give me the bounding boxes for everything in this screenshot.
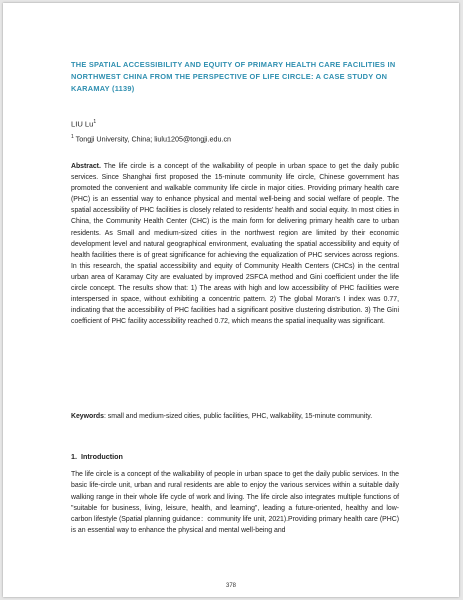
page-number: 378 bbox=[225, 583, 236, 589]
keywords-label: Keywords bbox=[71, 413, 104, 420]
author-affiliation-mark: 1 bbox=[93, 119, 97, 125]
abstract-label: Abstract. bbox=[71, 163, 101, 170]
affiliation-text: Tongji University, China; liulu1205@tongji.edu.cn bbox=[75, 134, 232, 144]
introduction-paragraph: The life circle is a concept of the walkability of people in urban space to get the daily public services. In the basic life-circle unit, urban and rural residents are able to enjoy the various services within a suitable daily walking range in their whole life cycle of work and living. The life circle also integrates multiple functions of "suitable for business, living, leisure, health, and learning", leading a future-oriented, healthy and low-carbon lifestyle (Spatial planning guidance：community life unit, 2021).Providing primary health care (PHC) is an essential way to enhance the physical and mental well-being and bbox=[71, 471, 399, 535]
paper-title: THE SPATIAL ACCESSIBILITY AND EQUITY OF PRIMARY HEALTH CARE FACILITIES IN NORTHWEST CHINA FROM THE PERSPECTIVE OF LIFE CIRCLE: A CASE STUDY ON KARAMAY (1139) bbox=[71, 60, 396, 93]
paper-page bbox=[3, 3, 459, 597]
affiliation-line bbox=[71, 134, 231, 143]
keywords-paragraph bbox=[71, 411, 399, 422]
section-heading-introduction: 1. Introduction bbox=[71, 452, 123, 461]
author-name: LIU Lu bbox=[71, 119, 94, 129]
author-line bbox=[71, 119, 96, 129]
abstract-text: The life circle is a concept of the walkability of people in urban space to get the daily public services. Since Shanghai first proposed the 15-minute community life circle, Chinese government has promoted the convenient and walkable community life circle in major cities. Providing primary health care (PHC) is an essential way to enhance physical and mental well-being and social welfare of people. The spatial accessibility of PHC facilities is closely related to residents' health and social equity. In most cities in China, the Community Health Center (CHC) is the main form for delivering primary health care to urban residents. As Small and medium-sized cities in the northwest region are limited by their economic development level and natural geographical environment, evaluating the spatial accessibility and equity of health facilities there is of great significance for achieving the equalization of PHC services across regions. In this research, the spatial accessibility and equity of Community Health Centers (CHCs) in the central urban area of Karamay City are evaluated by improved 2SFCA method and Gini coefficient under the life circle concept. The results show that: 1) The areas with high and low accessibility of PHC facilities were interspersed in space, without exhibiting a concentric pattern. 2) The global Moran's I index was 0.77, indicating that the accessibility of PHC facilities had a significant positive clustering distribution. 3) The Gini coefficient of PHC facility accessibility reached 0.72, which means the spatial inequality was significant. bbox=[71, 163, 399, 326]
abstract-paragraph bbox=[71, 161, 399, 327]
affiliation-mark: 1 bbox=[71, 134, 74, 140]
keywords-text: : small and medium-sized cities, public facilities, PHC, walkability, 15-minute community. bbox=[103, 413, 373, 420]
